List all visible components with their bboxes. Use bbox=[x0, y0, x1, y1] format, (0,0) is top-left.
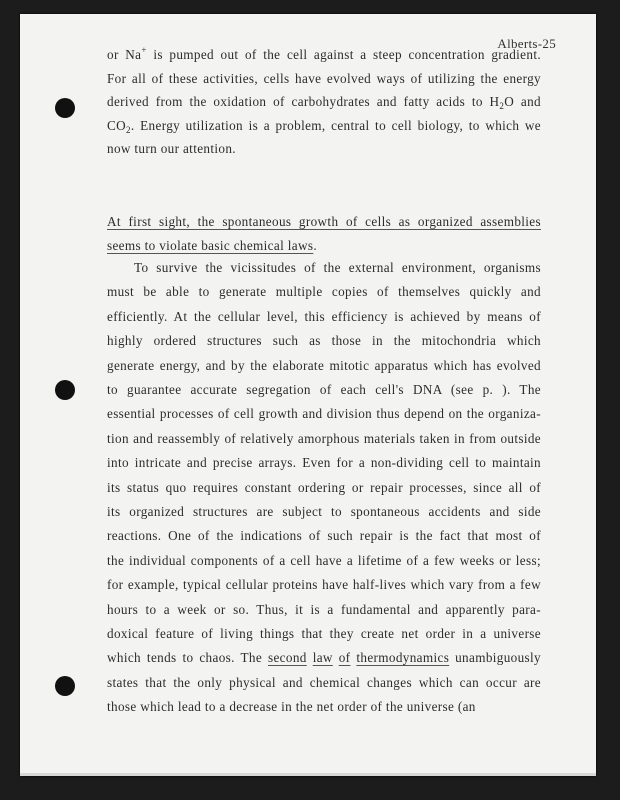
text-line bbox=[107, 454, 541, 472]
text-run: efficiently. At the cellular level, this efficiency is achieved by means of bbox=[107, 308, 541, 324]
text-run: unambiguously bbox=[449, 650, 541, 666]
text-run: its status quo requires constant ordering or repair processes, since all of bbox=[107, 479, 541, 495]
text-run: doxical feature of living things that they create net order in a universe bbox=[107, 626, 541, 641]
text-line bbox=[107, 479, 541, 497]
text-line bbox=[107, 381, 541, 399]
page-number-label: Alberts-25 bbox=[497, 36, 556, 51]
section-heading-line bbox=[107, 237, 541, 255]
text-run: its organized structures are subject to spontaneous accidents and side bbox=[107, 504, 541, 519]
text-line bbox=[107, 576, 541, 594]
text-line bbox=[107, 698, 541, 716]
text-run: states that the only physical and chemical changes which can occur are bbox=[107, 674, 541, 690]
text-run: For all of these activities, cells have evolved ways of utilizing the energy bbox=[107, 70, 541, 86]
section-heading-line bbox=[107, 213, 541, 231]
text-run: essential processes of cell growth and division thus depend on the organiza- bbox=[107, 406, 541, 422]
text-line bbox=[107, 283, 541, 301]
text-run: derived from the oxidation of carbohydrates and fatty acids to H bbox=[107, 94, 500, 110]
underlined-text: second bbox=[268, 650, 307, 666]
text-run: for example, typical cellular proteins have half-lives which vary from a few bbox=[107, 577, 541, 593]
text-line bbox=[107, 70, 541, 88]
text-run: hours to a week or so. Thus, it is a fundamental and apparently para- bbox=[107, 601, 541, 617]
text-line bbox=[107, 259, 541, 277]
text-line bbox=[107, 357, 541, 375]
text-line bbox=[107, 601, 541, 619]
binder-hole bbox=[55, 676, 75, 696]
text-line bbox=[107, 308, 541, 326]
text-line bbox=[107, 527, 541, 545]
text-line bbox=[107, 93, 541, 111]
binder-hole bbox=[55, 98, 75, 118]
superscript: + bbox=[141, 45, 147, 55]
text-line bbox=[107, 405, 541, 423]
text-run: is pumped out of the cell against a steep concentration gradient. bbox=[146, 47, 541, 62]
text-run: O and bbox=[504, 94, 541, 110]
text-line bbox=[107, 140, 541, 158]
text-run: into intricate and precise arrays. Even for a non-dividing cell to maintain bbox=[107, 455, 541, 471]
text-run: . Energy utilization is a problem, central to cell biology, to which we bbox=[130, 117, 541, 133]
binder-hole bbox=[55, 380, 75, 400]
text-run: or Na bbox=[107, 47, 142, 62]
text-line bbox=[107, 332, 541, 350]
text-line bbox=[107, 552, 541, 570]
underlined-text: of bbox=[338, 650, 351, 666]
subscript: 2 bbox=[499, 101, 505, 112]
underlined-text: thermodynamics bbox=[356, 650, 450, 666]
text-run: To survive the vicissitudes of the external environment, organisms bbox=[134, 260, 541, 275]
text-line bbox=[107, 625, 541, 643]
underlined-text: seems to violate basic chemical laws bbox=[107, 237, 314, 253]
text-run: . bbox=[313, 237, 317, 253]
text-run: which tends to chaos. The bbox=[107, 650, 268, 666]
text-run: to guarantee accurate segregation of each cell's DNA (see p. ). The bbox=[107, 382, 541, 397]
text-run: now turn our attention. bbox=[107, 141, 236, 157]
text-run: generate energy, and by the elaborate mitotic apparatus which has evolved bbox=[107, 357, 541, 373]
text-run: highly ordered structures such as those in the mitochondria which bbox=[107, 333, 541, 349]
text-line bbox=[107, 430, 541, 448]
text-line bbox=[107, 46, 541, 64]
underlined-text: At first sight, the spontaneous growth of cells as organized assemblies bbox=[107, 214, 541, 229]
text-line bbox=[107, 117, 541, 135]
text-line bbox=[107, 503, 541, 521]
text-run: CO bbox=[107, 117, 127, 133]
text-line bbox=[107, 649, 541, 667]
text-run: reactions. One of the indications of such repair is the fact that most of bbox=[107, 528, 541, 544]
text-line bbox=[107, 674, 541, 692]
text-run: tion and reassembly of relatively amorphous materials taken in from outside bbox=[107, 430, 541, 446]
underlined-text: law bbox=[312, 650, 333, 666]
subscript: 2 bbox=[126, 124, 131, 135]
page-edge bbox=[20, 773, 596, 776]
text-run: the individual components of a cell have a lifetime of a few weeks or less; bbox=[107, 552, 541, 568]
text-run: must be able to generate multiple copies of themselves quickly and bbox=[107, 284, 541, 300]
text-run: those which lead to a decrease in the net order of the universe (an bbox=[107, 699, 476, 715]
